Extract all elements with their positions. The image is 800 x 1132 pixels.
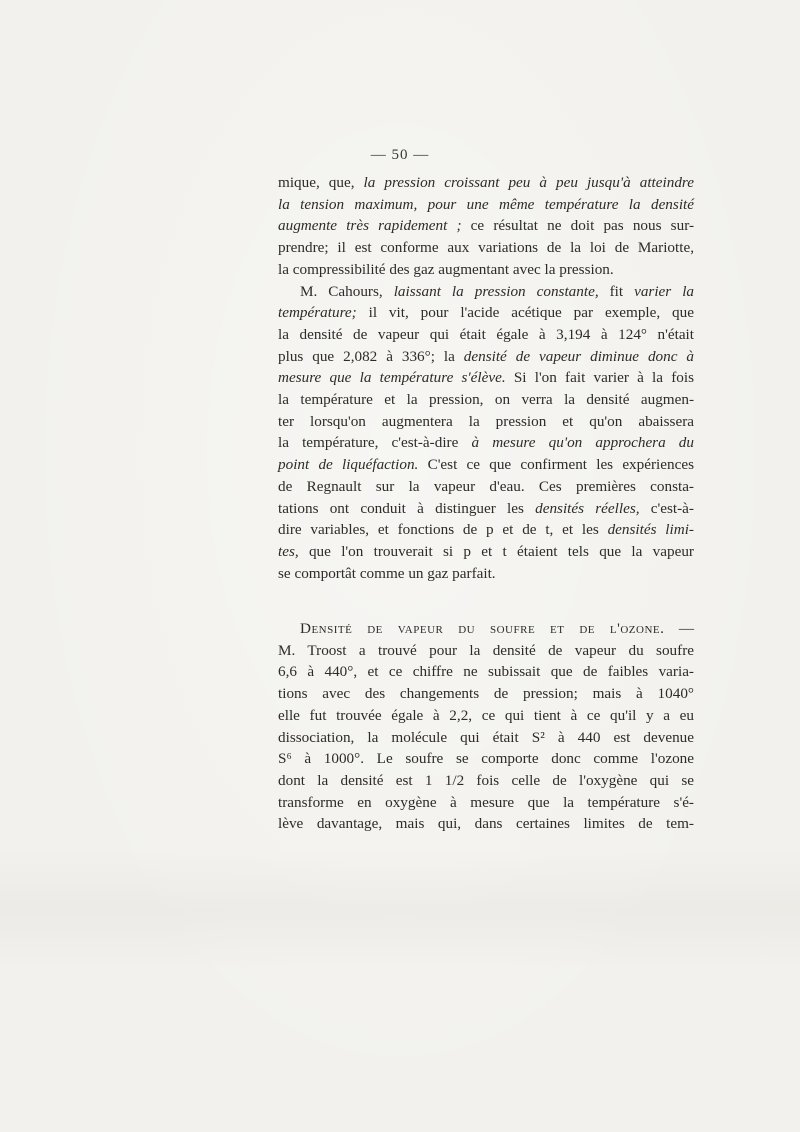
text-line <box>278 683 694 705</box>
text-run: M. Troost a trouvé pour la densité de vapeur du soufre <box>278 641 694 659</box>
text-run: 6,6 à 440°, et ce chiffre ne subissait que de faibles varia- <box>278 663 694 681</box>
heading-dash: — <box>664 620 695 637</box>
text-line <box>278 237 694 259</box>
text-run: transforme en oxygène à mesure que la température s'é- <box>278 793 694 811</box>
text-line <box>278 705 694 727</box>
italic-run: à mesure qu'on approchera du <box>471 434 694 452</box>
text-run: tations ont conduit à distinguer les <box>278 499 536 517</box>
italic-run: mesure que la température s'élève. <box>278 369 506 387</box>
italic-run: densité de vapeur diminue donc à <box>463 347 694 365</box>
italic-run: densités limi- <box>607 521 694 539</box>
section-heading-line <box>278 618 694 640</box>
text-line <box>278 281 694 303</box>
text-line <box>278 541 694 563</box>
text-line <box>278 476 694 498</box>
text-line <box>278 519 694 541</box>
text-run: ter lorsqu'on augmentera la pression et qu'on abaissera <box>278 412 694 430</box>
text-run: la température et la pression, on verra la densité augmen- <box>278 391 694 409</box>
italic-run: la pression croissant peu à peu jusqu'à atteindre <box>363 174 694 191</box>
show-through-shadow <box>0 850 800 970</box>
text-line <box>278 259 694 281</box>
text-run: S⁶ à 1000°. Le soufre se comporte donc comme l'ozone <box>278 750 694 768</box>
text-line <box>278 770 694 792</box>
text-line <box>278 454 694 476</box>
text-run: mique, que, <box>278 174 364 191</box>
section-heading: Densité de vapeur du soufre et de l'ozone. <box>300 620 665 637</box>
text-run: la température, c'est-à-dire <box>278 434 472 452</box>
text-line <box>278 194 694 216</box>
text-run: M. Cahours, <box>300 282 394 300</box>
italic-run: température; <box>278 304 357 322</box>
text-run: la densité de vapeur qui était égale à 3,194 à 124° n'était <box>278 325 694 343</box>
text-line <box>278 727 694 749</box>
text-line <box>278 432 694 454</box>
text-block-upper <box>278 172 694 584</box>
text-line <box>278 172 694 194</box>
text-line <box>278 411 694 433</box>
page-number: — 50 — <box>370 147 430 163</box>
text-line <box>278 661 694 683</box>
text-run: la compressibilité des gaz augmentant avec la pression. <box>278 260 614 278</box>
text-line <box>278 302 694 324</box>
text-run: tions avec des changements de pression; mais à 1040° <box>278 685 694 703</box>
text-run: fit <box>598 282 635 300</box>
text-run: dont la densité est 1 1/2 fois celle de l'oxygène qui se <box>278 771 694 789</box>
text-run: se comportât comme un gaz parfait. <box>278 564 496 582</box>
text-run: il vit, pour l'acide acétique par exemple, que <box>356 304 694 322</box>
text-run: C'est ce que confirment les expériences <box>418 456 694 474</box>
text-run: Si l'on fait varier à la fois <box>505 369 694 387</box>
text-line <box>278 563 694 585</box>
text-line <box>278 813 694 835</box>
text-run: que l'on trouverait si p et t étaient tels que la vapeur <box>298 542 694 560</box>
text-run: lève davantage, mais qui, dans certaines limites de tem- <box>278 815 694 833</box>
text-run: dire variables, et fonctions de p et de t, et les <box>278 521 608 539</box>
italic-run: la tension maximum, pour une même température la densité <box>278 195 694 213</box>
italic-run: tes, <box>278 542 299 560</box>
italic-run: augmente très rapidement ; <box>278 217 462 235</box>
italic-run: densités réelles, <box>535 499 640 517</box>
text-line <box>278 748 694 770</box>
text-line <box>278 324 694 346</box>
text-line <box>278 215 694 237</box>
text-line <box>278 498 694 520</box>
text-run: ce résultat ne doit pas nous sur- <box>461 217 695 235</box>
text-run: dissociation, la molécule qui était S² à 440 est devenue <box>278 728 694 746</box>
text-line <box>278 346 694 368</box>
text-run: c'est-à- <box>639 499 694 517</box>
italic-run: point de liquéfaction. <box>278 456 419 474</box>
text-line <box>278 792 694 814</box>
text-run: de Regnault sur la vapeur d'eau. Ces premières consta- <box>278 477 694 495</box>
text-line <box>278 640 694 662</box>
text-run: prendre; il est conforme aux variations de la loi de Mariotte, <box>278 239 694 257</box>
italic-run: varier la <box>634 282 695 300</box>
text-run: elle fut trouvée égale à 2,2, ce qui tient à ce qu'il y a eu <box>278 706 694 724</box>
text-line <box>278 367 694 389</box>
italic-run: laissant la pression constante, <box>393 282 599 300</box>
text-run: plus que 2,082 à 336°; la <box>278 347 464 365</box>
text-line <box>278 389 694 411</box>
text-block-lower <box>278 618 694 835</box>
